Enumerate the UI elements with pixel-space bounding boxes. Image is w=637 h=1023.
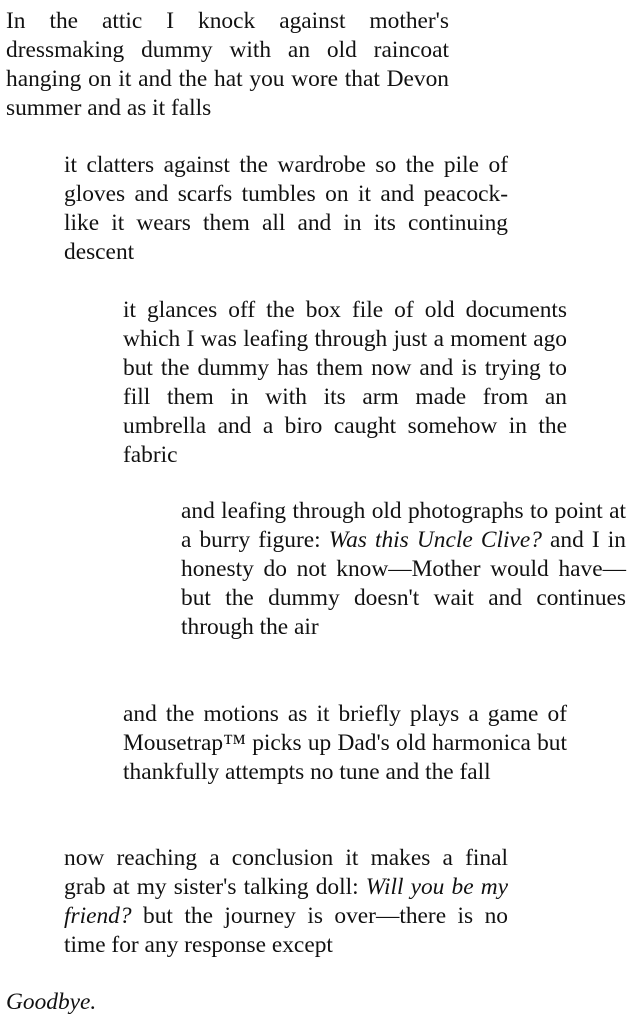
stanza-6 — [64, 844, 508, 960]
stanza-4 — [181, 497, 626, 642]
stanza-3: it glances off the box file of old documents which I was leafing through just a moment ago but the dummy has them now and is trying to fill them in with its arm made from an umbrella and a biro caught somehow in the fabric — [123, 297, 567, 468]
stanza-6-italic-quote: Will you be my friend? — [64, 873, 508, 929]
stanza-1: In the attic I knock against mother's dressmaking dummy with an old raincoat hanging on it and the hat you wore that Devon summer and as it falls — [6, 8, 449, 121]
stanza-4-text-before: and leafing through old photographs to point at a burry figure: — [181, 498, 626, 553]
stanza-4-text-after: and I in honesty do not know—Mother would have—but the dummy doesn't wait and continues through the air — [181, 526, 626, 640]
closing-line-text: Goodbye. — [6, 989, 97, 1015]
stanza-2: it clatters against the wardrobe so the pile of gloves and scarfs tumbles on it and peacock-like it wears them all and in its continuing descent — [64, 152, 508, 265]
stanza-6-text-after: but the journey is over—there is no time for any response except — [64, 902, 508, 958]
closing-line — [6, 988, 306, 1017]
stanza-6-text-before: now reaching a conclusion it makes a final grab at my sister's talking doll: — [64, 845, 508, 900]
stanza-5: and the motions as it briefly plays a game of Mousetrap™ picks up Dad's old harmonica but thankfully attempts no tune and the fall — [123, 701, 567, 785]
stanza-4-italic-quote: Was this Uncle Clive? — [328, 526, 542, 553]
